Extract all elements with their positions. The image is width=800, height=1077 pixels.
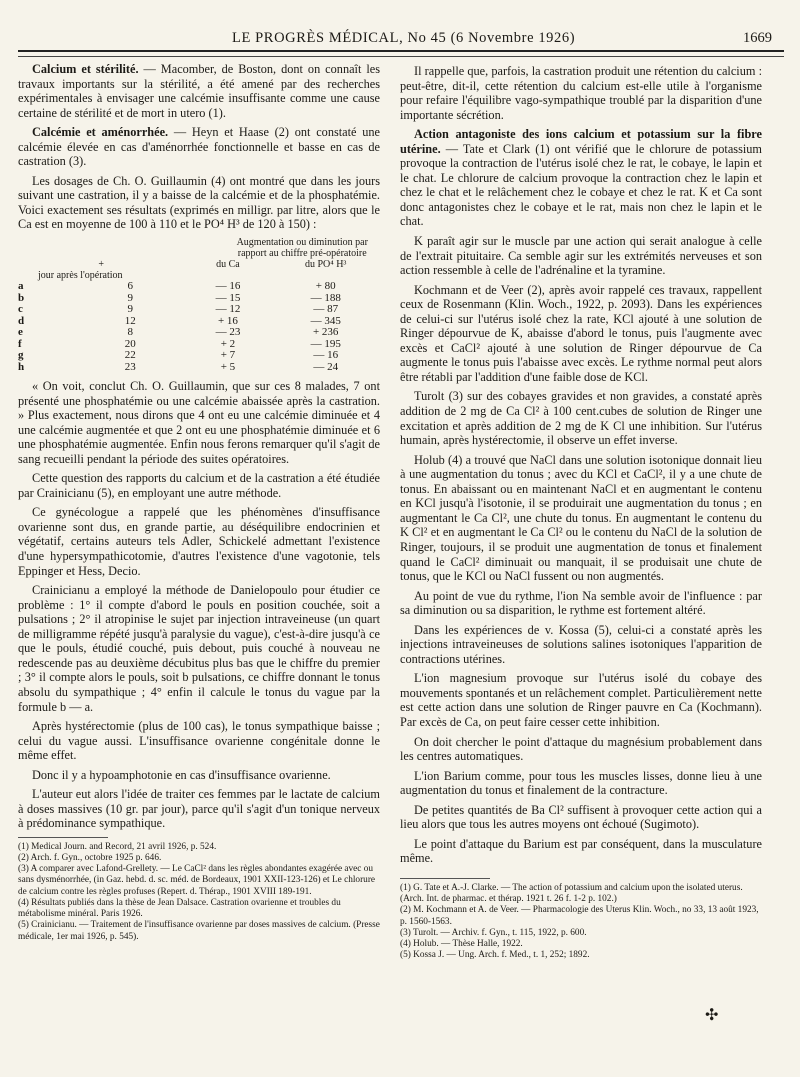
row-po: — 16 [313, 349, 339, 362]
paragraph: L'ion magnesium provoque sur l'utérus isolé du cobaye des mouvements spontanés et un relâchement complet. Particulièrement nette est cette action dans une solution de Ringer pauvre en Ca (Kochmann). Par excès de Ca, on peut faire cesser cette inhibition. [400, 671, 762, 729]
paragraph-text: — Macomber, de Boston, dont on connaît les travaux importants sur la stérilité, a été amené par des recherches expérimentales à envisager une calcémie insuffisante comme une cause certaine de stérilité et de mort in utero (1). [18, 62, 381, 120]
paragraph: Cette question des rapports du calcium et de la castration a été étudiée par Crainicianu (5), en employant une autre méthode. [18, 471, 380, 500]
table-caption: Augmentation ou diminution par rapport au chiffre pré-opératoire [236, 237, 368, 260]
table-header-po: du PO⁴ H³ [304, 259, 347, 271]
row-ca: + 5 [220, 360, 236, 373]
table-row [18, 281, 380, 293]
paragraph: Le point d'attaque du Barium est par conséquent, dans la musculature même. [400, 836, 762, 866]
paragraph [18, 125, 380, 169]
row-ca: + 2 [220, 337, 236, 350]
row-po: — 24 [313, 360, 339, 373]
paragraph: « On voit, conclut Ch. O. Guillaumin, que sur ces 8 malades, 7 ont présenté une phosphatémie ou une calcémie abaissée après la castration. » Plus exactement, nous dirons que 4 ont eu une calcémie diminuée et 4 une calcémie augmentée et que 2 ont eu une phosphatémie diminuée et 6 une phosphatémie augmentée. Enfin nous ferons remarquer qu'il s'agit de sang recueilli pendant la période des suites opératoires. [18, 379, 380, 466]
section-heading: Calcium et stérilité. [32, 62, 139, 76]
paragraph: Crainicianu a employé la méthode de Danielopoulo pour étudier ce problème : 1° il compte d'abord le pouls en position couchée, soit a pulsations ; 2° il atropinise le sujet par injection intraveineuse (un quart de milligramme répété jusqu'à paralysie du vague), c'est-à-dire jusqu'à ce que le pouls, étudié couché, puis debout, puis couché à nouveau ne redescende pas au deuxième décubitus plus bas que le chiffre du premier ; 3° il compte alors le pouls, soit b pulsations, ce chiffre donnant le tonus absolu du sympathique ; 4° enfin il calcule le tonus du vague par la formule b — a. [18, 583, 380, 714]
paragraph: Il rappelle que, parfois, la castration produit une rétention du calcium : peut-être, dit-il, cette rétention du calcium est-elle utile à l'organisme pour refaire l'équilibre vago-sympathique troublé par la disparition d'une importante sécrétion. [400, 64, 762, 122]
paragraph: Kochmann et de Veer (2), après avoir rappelé ces travaux, rappellent ceux de Rosenmann (Klin. Woch., 1922, p. 2093). Dans les expériences de celui-ci sur l'utérus isolé chez la rate, KCl ajouté à une solution de Ringer dépourvue de K, abaisse d'abord le tonus, puis l'augmente avec excès et CaCl² ajouté à une solution de Ringer dépourvue de Ca augmente le tonus puis l'abaisse avec excès. Le rythme normal peut alors être rétabli par l'addition d'une faible dose de KCl. [400, 282, 762, 384]
row-po: + 80 [315, 280, 336, 293]
footnote: (5) Kossa J. — Ung. Arch. f. Med., t. 1, 252; 1892. [400, 950, 590, 961]
paragraph-text: — Heyn et Haase (2) ont constaté une calcémie élevée en cas d'aménorrhée fonctionnelle et basse en cas de castration (3). [18, 125, 380, 169]
paragraph: Turolt (3) sur des cobayes gravides et non gravides, a constaté après addition de 2 mg de Ca Cl² à 100 cent.cubes de solution de Ringer une excitation et après addition de 2 mg de K Cl une inhibition. Sur l'utérus humain, après hystérectomie, il observe un effet inverse. [400, 389, 762, 448]
row-day: 22 [124, 349, 136, 362]
table-row [18, 304, 380, 316]
footnote: (3) Turolt. — Archiv. f. Gyn., t. 115, 1922, p. 600. [400, 927, 587, 938]
row-letter: f [18, 337, 22, 350]
footnote: (3) A comparer avec Lafond-Grellety. — Le CaCl² dans les règles abondantes exagérée avec ou sans dysménorrhée, (in Gaz. hebd. d. sc. méd. de Bordeaux, 1901 XXII-123-126) et Le chlorure de calcium contre les règles profuses (Repert. d. Thérap., 1901 XVIII 189-191. [18, 864, 376, 897]
footnote: (4) Holub. — Thèse Halle, 1922. [400, 938, 523, 949]
row-po: — 188 [310, 291, 341, 304]
left-column [18, 62, 380, 943]
row-ca: — 15 [215, 291, 241, 304]
row-po: — 87 [313, 303, 339, 316]
header-rule [18, 50, 784, 57]
right-column [400, 64, 762, 961]
ornament-icon: ✣ [705, 1007, 719, 1024]
paragraph-text: — Tate et Clark (1) ont vérifié que le chlorure de potassium provoque la contraction de l'utérus isolé chez le rat, le cobaye, le lapin et le chat. Le chlorure de calcium provoque la contraction chez le lapin et chez le chat et le relâchement chez le cobaye et chez le rat. K et Ca sont donc antagonistes chez le cobaye et le rat, mais non chez le lapin et le chat. [400, 141, 762, 229]
row-day: 12 [124, 314, 136, 327]
table-header-days: jour après l'opération [38, 270, 123, 282]
row-ca: — 23 [215, 326, 241, 339]
paragraph: Dans les expériences de v. Kossa (5), celui-ci a constaté après les injections intraveineuses de solutions salines isotoniques l'apparition de contractions utérines. [400, 622, 762, 666]
table-row [18, 350, 380, 362]
paragraph [400, 127, 762, 229]
section-heading: Action antagoniste des ions calcium et potassium sur la fibre utérine. [400, 127, 762, 156]
row-day: 20 [124, 337, 136, 350]
paragraph: Les dosages de Ch. O. Guillaumin (4) ont montré que dans les jours suivant une castration, il y a baisse de la calcémie et de la phosphatémie. Voici exactement ses résultats (exprimés en milligr. par litre, alors que le Ca est en moyenne de 100 à 110 et le PO⁴ H³ de 120 à 150) : [18, 173, 380, 232]
page-number: 1669 [743, 30, 772, 46]
paragraph [18, 62, 380, 120]
row-ca: — 16 [215, 280, 241, 293]
footnote: (5) Crainicianu. — Traitement de l'insuffisance ovarienne par doses massives de calcium. (Presse médicale, 1er mai 1926, p. 545). [18, 920, 380, 942]
row-letter: c [18, 303, 23, 316]
row-day: 8 [127, 326, 133, 339]
row-ca: — 12 [215, 303, 241, 316]
paragraph: L'ion Barium comme, pour tous les muscles lisses, donne lieu à une augmentation du tonus et finalement de la contracture. [400, 768, 762, 798]
table-header-plus: + [98, 259, 105, 271]
results-table [18, 237, 380, 373]
paragraph: Après hystérectomie (plus de 100 cas), le tonus sympathique baisse ; celui du vague aussi. L'insuffisance ovarienne congénitale donne le même effet. [18, 719, 380, 763]
row-letter: d [18, 314, 25, 327]
running-title: LE PROGRÈS MÉDICAL, No 45 (6 Novembre 1926) [232, 30, 576, 46]
paragraph: Au point de vue du rythme, l'ion Na semble avoir de l'influence : par sa diminution ou sa disparition, le rythme est fortement altéré. [400, 588, 762, 618]
section-heading: Calcémie et aménorrhée. [32, 125, 169, 140]
paragraph: Donc il y a hypoamphotonie en cas d'insuffisance ovarienne. [32, 767, 331, 782]
row-po: + 236 [312, 326, 339, 339]
row-day: 9 [127, 291, 133, 304]
footnote: (2) Arch. f. Gyn., octobre 1925 p. 646. [18, 853, 162, 864]
table-row [18, 327, 380, 339]
paragraph: Ce gynécologue a rappelé que les phénomènes d'insuffisance ovarienne sont dus, en grande partie, au déséquilibre endocrinien et végétatif, certains auteurs tels Adler, Schickelé admettant l'existence d'une hypersympathicotomie, d'autres l'existence d'une vagotonie, tels Eppinger et Hess, Decio. [18, 505, 380, 578]
paragraph: Holub (4) a trouvé que NaCl dans une solution isotonique donnait lieu à une augmentation du tonus ; avec du KCl et CaCl², il y a une chute de tonus. En abaissant ou en maintenant NaCl et en augmentant le contenu en KCl jusqu'à l'isotonie, il se produirait une augmentation du tonus ; en augmentant le Ca Cl², une chute du tonus. En augmentant le contenu du K Cl² et en augmentant le Ca Cl² ou le contenu du NaCl de la solution de Ringer, toujours, il se produit une augmentation de tonus et finalement quand le CaCl² diminuait ou manquait, il se produisait une chute de tonus, que le KCl ou NaCl fussent ou non augmentés. [400, 452, 762, 584]
paragraph: K paraît agir sur le muscle par une action qui serait analogue à celle de l'extrait pituitaire. Ca semble agir sur les extrémités nerveuses et son action ressemble à celle de l'adrénaline et la tyramine. [400, 234, 762, 278]
row-letter: e [18, 326, 23, 339]
paragraph: On doit chercher le point d'attaque du magnésium probablement dans les centres automatiques. [400, 734, 762, 764]
footnote: (1) Medical Journ. and Record, 21 avril 1926, p. 524. [18, 841, 217, 852]
row-po: — 195 [310, 337, 341, 350]
paragraph: L'auteur eut alors l'idée de traiter ces femmes par le lactate de calcium à doses massives (10 gr. par jour), parce qu'il s'agit d'un tonique nerveux à prédominance sympathique. [18, 787, 380, 831]
row-letter: g [18, 349, 24, 362]
footnotes [400, 883, 762, 961]
row-day: 6 [127, 280, 133, 293]
footnote: (2) M. Kochmann et A. de Veer. — Pharmacologie des Uterus Klin. Woch., no 33, 13 août 1923, p. 1560-1563. [400, 905, 759, 927]
footnote-separator [18, 837, 108, 838]
row-day: 9 [127, 303, 133, 316]
footnote-separator [400, 878, 490, 879]
footnote: (4) Résultats publiés dans la thèse de Jean Dalsace. Castration ovarienne et troubles du métabolisme minéral. Paris 1926. [18, 897, 341, 920]
table-row [18, 362, 380, 374]
row-letter: h [18, 360, 25, 373]
row-ca: + 7 [220, 349, 236, 362]
row-letter: b [18, 291, 25, 304]
row-letter: a [18, 280, 24, 293]
table-header-ca: du Ca [216, 259, 240, 271]
row-day: 23 [124, 360, 136, 373]
row-ca: + 16 [217, 314, 238, 327]
footnotes [18, 842, 380, 943]
paragraph: De petites quantités de Ba Cl² suffisent à provoquer cette action qui a lieu alors que tous les autres moyens ont échoué (Sugimoto). [400, 802, 762, 832]
footnote: (1) G. Tate et A.-J. Clarke. — The action of potassium and calcium upon the isolated uterus. (Arch. Int. de pharmac. et thérap. 1921 t. 26 f. 1-2 p. 102.) [400, 882, 743, 905]
row-po: — 345 [310, 314, 341, 327]
page-header [20, 30, 780, 50]
